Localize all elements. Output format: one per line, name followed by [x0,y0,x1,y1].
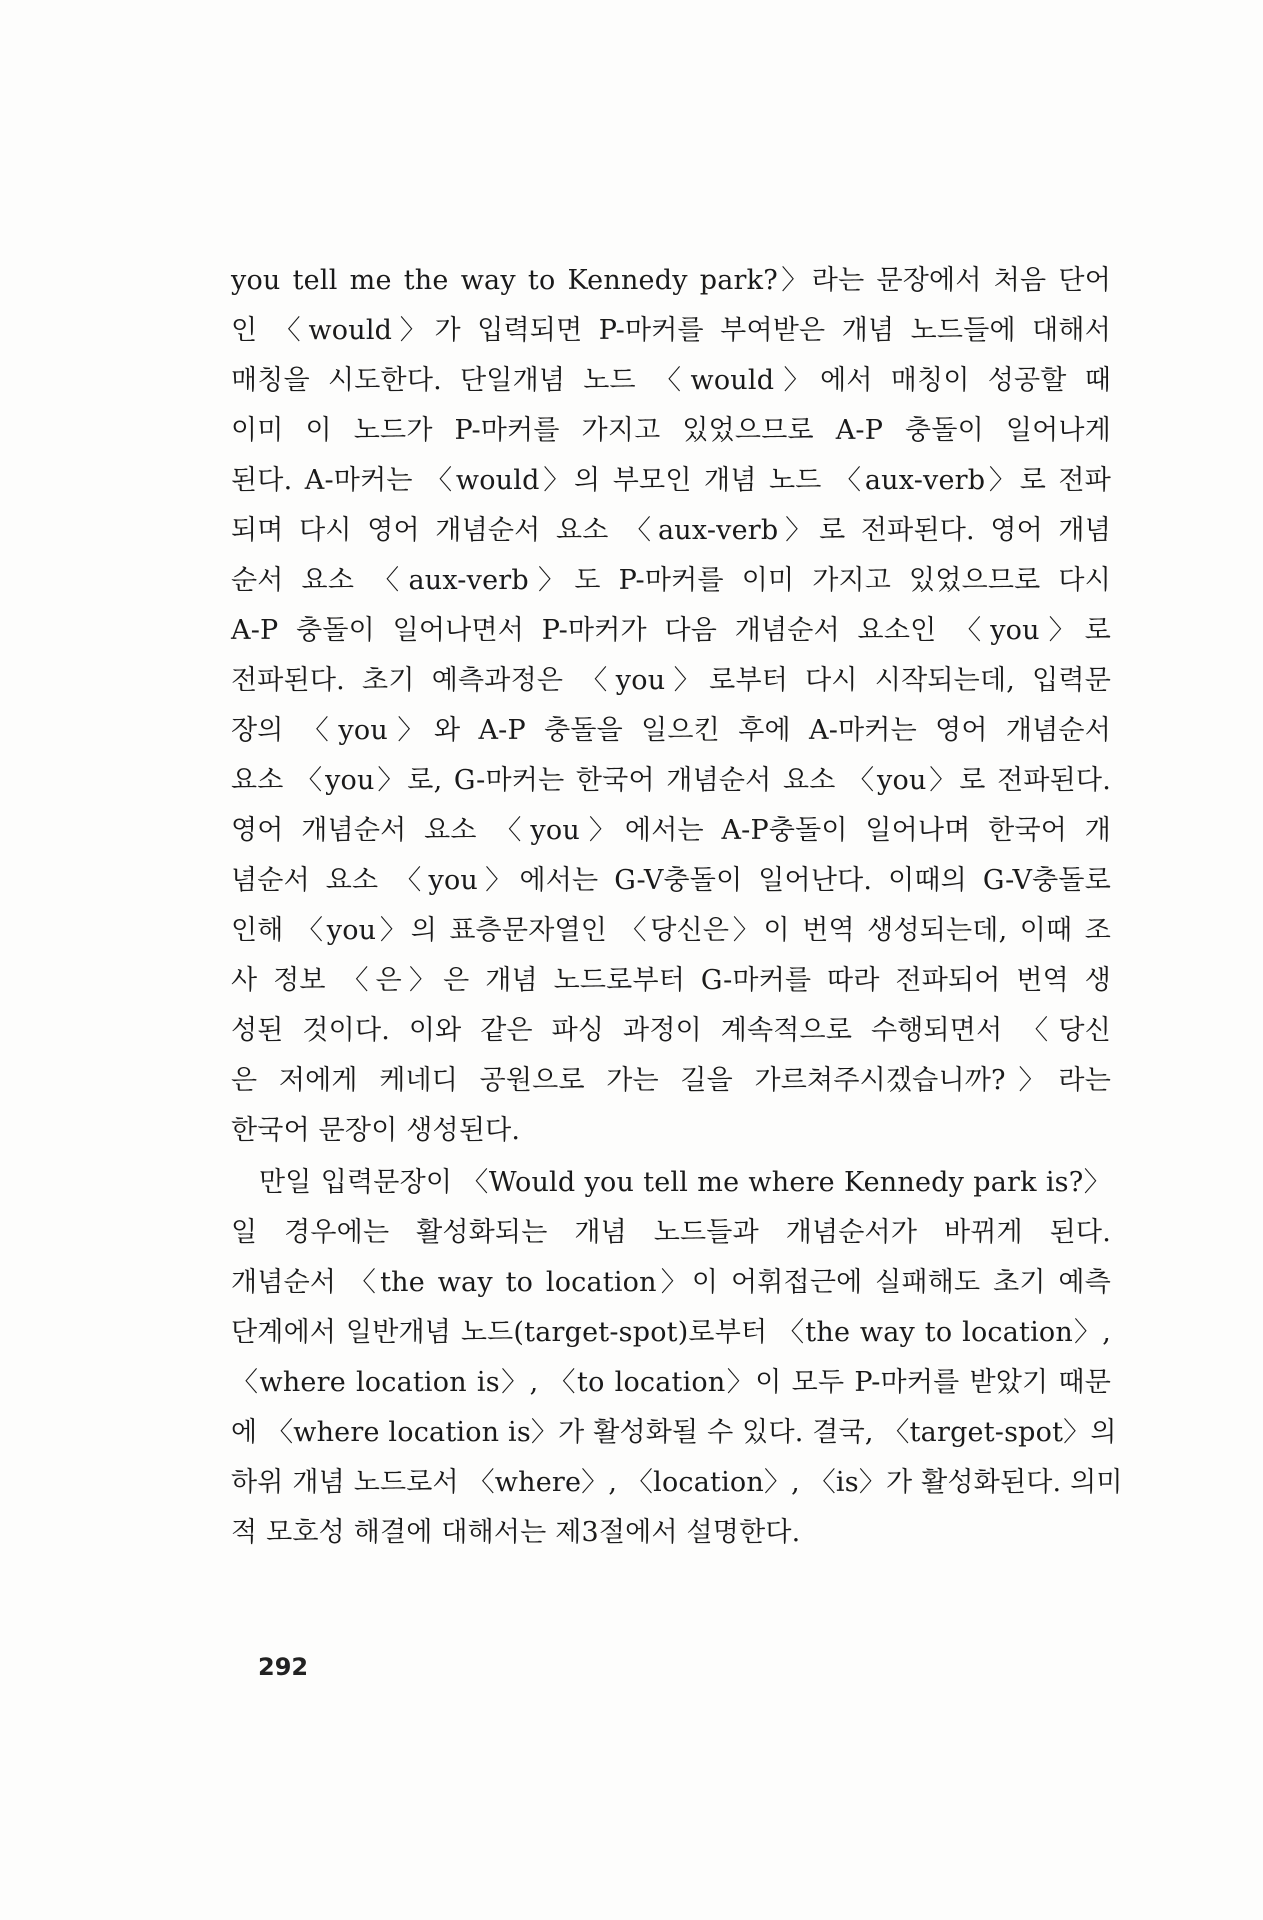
text-line: 매칭을 시도한다. 단일개념 노드 〈would〉에서 매칭이 성공할 때 [231,365,1111,396]
text-line: 은 저에게 케네디 공원으로 가는 길을 가르쳐주시겠습니까?〉라는 [231,1065,1111,1096]
text-line: 사 정보 〈은〉은 개념 노드로부터 G-마커를 따라 전파되어 번역 생 [231,965,1111,996]
text-line: 인해 〈you〉의 표층문자열인 〈당신은〉이 번역 생성되는데, 이때 조 [231,915,1111,946]
text-line: 영어 개념순서 요소 〈you〉에서는 A-P충돌이 일어나며 한국어 개 [231,815,1111,846]
text-line: 순서 요소 〈aux-verb〉도 P-마커를 이미 가지고 있었으므로 다시 [231,565,1111,596]
paragraph-2 [231,1158,1123,1558]
text-line: 되며 다시 영어 개념순서 요소 〈aux-verb〉로 전파된다. 영어 개념 [231,515,1111,546]
text-line: 장의 〈you〉와 A-P 충돌을 일으킨 후에 A-마커는 영어 개념순서 [231,715,1111,746]
paragraph-1 [231,256,1111,1156]
text-line: 념순서 요소 〈you〉에서는 G-V충돌이 일어난다. 이때의 G-V충돌로 [231,865,1111,896]
text-line: you tell me the way to Kennedy park?〉라는 문장에서 처음 단어 [231,265,1111,296]
text-line: 개념순서 〈the way to location〉이 어휘접근에 실패해도 초기 예측 [231,1267,1111,1298]
text-line: 〈where location is〉, 〈to location〉이 모두 P-마커를 받았기 때문 [231,1367,1111,1398]
text-line: 된다. A-마커는 〈would〉의 부모인 개념 노드 〈aux-verb〉로 전파 [231,465,1111,496]
text-line: 단계에서 일반개념 노드(target-spot)로부터 〈the way to location〉, [231,1317,1111,1348]
page-number: 292 [258,1653,309,1681]
text-line: 한국어 문장이 생성된다. [231,1115,521,1146]
text-line: 하위 개념 노드로서 〈where〉, 〈location〉, 〈is〉가 활성화된다. 의미 [231,1467,1123,1498]
text-line: 인 〈would〉가 입력되면 P-마커를 부여받은 개념 노드들에 대해서 [231,315,1111,346]
text-line: 전파된다. 초기 예측과정은 〈you〉로부터 다시 시작되는데, 입력문 [231,665,1111,696]
body-text [231,256,1123,1558]
text-line: 이미 이 노드가 P-마커를 가지고 있었으므로 A-P 충돌이 일어나게 [231,415,1111,446]
text-line: A-P 충돌이 일어나면서 P-마커가 다음 개념순서 요소인 〈you〉로 [231,615,1111,646]
text-line: 성된 것이다. 이와 같은 파싱 과정이 계속적으로 수행되면서 〈당신 [231,1015,1111,1046]
text-line: 적 모호성 해결에 대해서는 제3절에서 설명한다. [231,1517,801,1548]
text-line: 요소 〈you〉로, G-마커는 한국어 개념순서 요소 〈you〉로 전파된다. [231,765,1111,796]
text-line: 일 경우에는 활성화되는 개념 노드들과 개념순서가 바뀌게 된다. [231,1217,1111,1248]
text-line: 에 〈where location is〉가 활성화될 수 있다. 결국, 〈target-spot〉의 [231,1417,1117,1448]
text-line: 만일 입력문장이 〈Would you tell me where Kennedy park is?〉 [259,1167,1111,1198]
